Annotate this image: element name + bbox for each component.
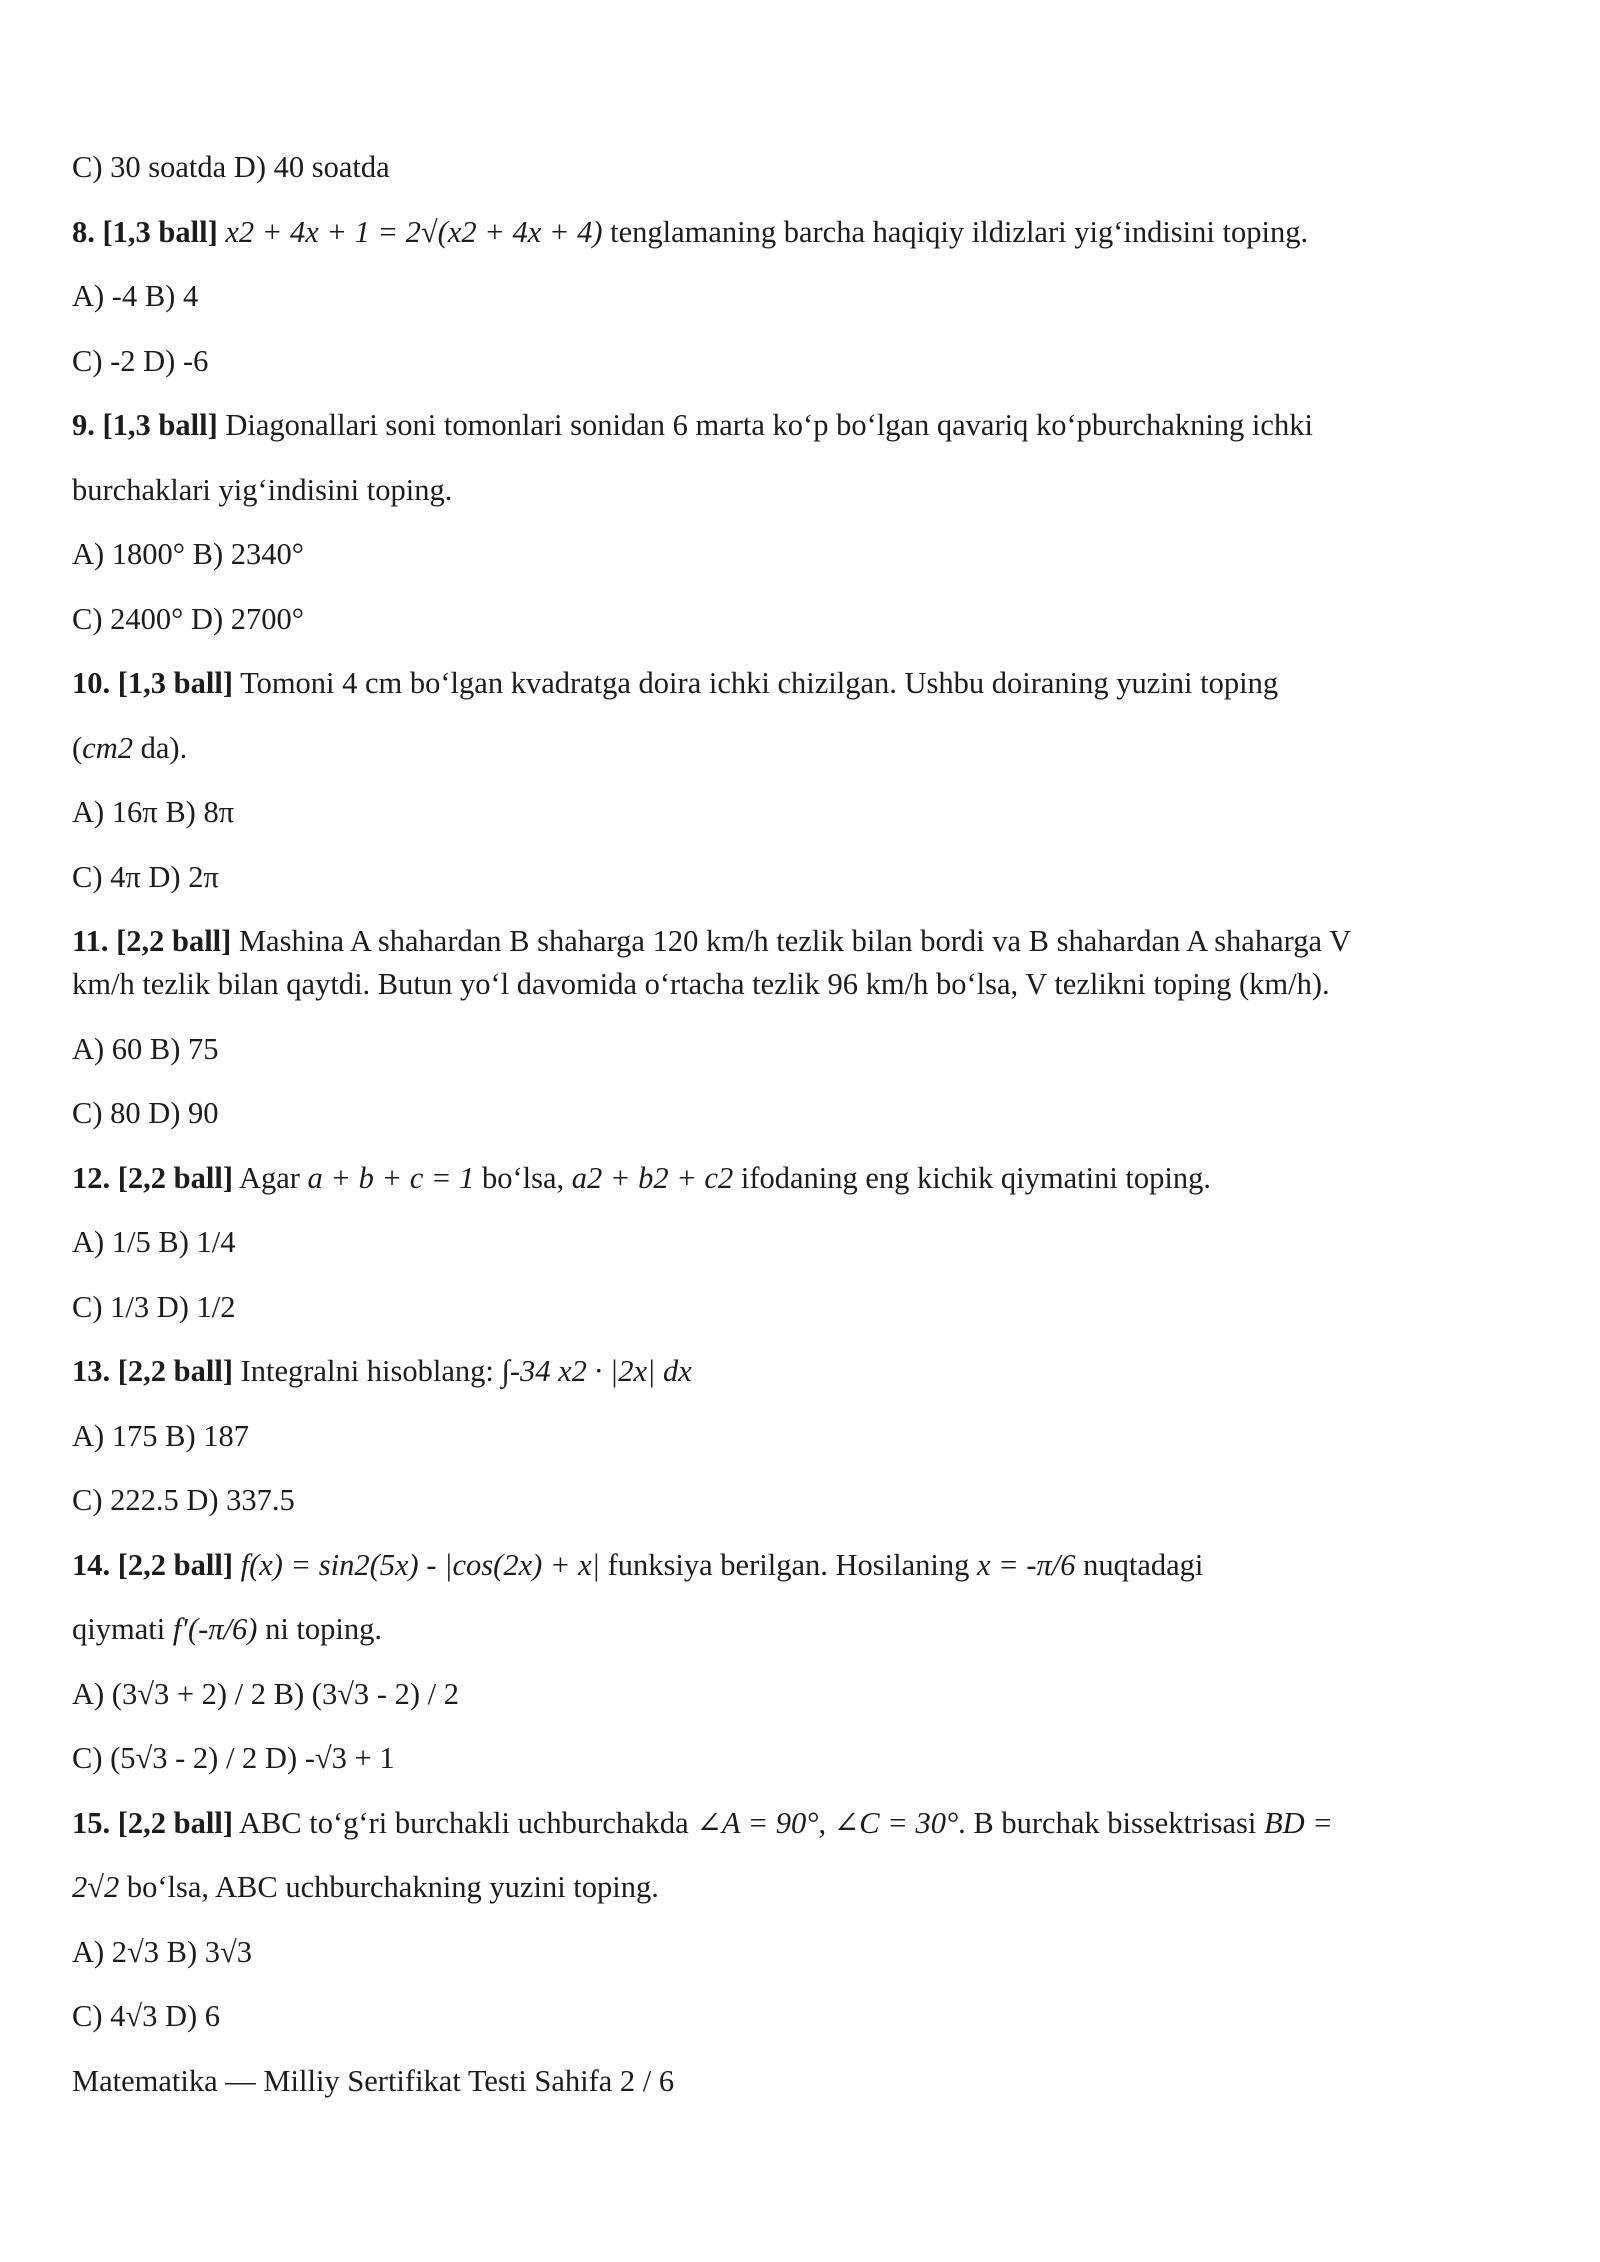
question-10-options-cd: C) 4π D) 2π (72, 859, 219, 894)
question-points: [2,2 ball] (117, 1547, 233, 1582)
question-points: [2,2 ball] (117, 1160, 233, 1195)
paren-open: ( (72, 730, 83, 765)
question-text: nuqtadagi (1083, 1547, 1204, 1582)
question-number: 9. (72, 408, 95, 442)
question-text: bo‘lsa, (481, 1160, 565, 1195)
question-text: ABC to‘g‘ri burchakli uchburchakda (238, 1805, 689, 1840)
segment-expression: BD = (1263, 1805, 1333, 1840)
question-8-options-ab: A) -4 B) 4 (72, 279, 199, 313)
question-9-stem (72, 404, 1472, 447)
question-15-stem-continued (72, 1866, 1472, 1909)
question-8-options-cd: C) -2 D) -6 (72, 343, 209, 378)
question-7-options-cd: C) 30 soatda D) 40 soatda (72, 150, 390, 184)
question-number: 10. (72, 666, 111, 700)
question-number: 11. (72, 924, 109, 958)
question-text: tenglamaning barcha haqiqiy ildizlari yig‘indisini toping. (610, 214, 1309, 249)
question-8-stem (72, 211, 1472, 254)
question-14-options-cd: C) (5√3 - 2) / 2 D) -√3 + 1 (72, 1741, 395, 1775)
angle-expression: ∠A = 90° (696, 1805, 819, 1840)
question-14-stem (72, 1544, 1472, 1587)
question-text: ifodaning eng kichik qiymatini toping. (740, 1160, 1211, 1195)
question-number: 15. (72, 1805, 111, 1840)
question-text: Tomoni 4 cm bo‘lgan kvadratga doira ichki chizilgan. Ushbu doiraning yuzini toping (240, 666, 1279, 700)
question-13-options-cd: C) 222.5 D) 337.5 (72, 1483, 295, 1517)
question-points: [2,2 ball] (117, 1354, 233, 1388)
question-12-stem (72, 1157, 1472, 1200)
question-15-stem (72, 1802, 1472, 1845)
question-9-stem-continued: burchaklari yig‘indisini toping. (72, 472, 453, 507)
page-content (72, 146, 1472, 2103)
question-text: qiymati (72, 1612, 166, 1646)
question-text: da). (133, 730, 188, 765)
function-expression: f(x) = sin2(5x) - |cos(2x) + x| (240, 1547, 601, 1582)
question-text: ni toping. (265, 1612, 382, 1646)
question-14-stem-continued (72, 1608, 1472, 1651)
question-text: funksiya berilgan. Hosilaning (607, 1547, 970, 1582)
question-13-stem (72, 1350, 1472, 1393)
question-points: [2,2 ball] (117, 1805, 233, 1840)
question-9-options-ab: A) 1800° B) 2340° (72, 537, 304, 571)
question-number: 13. (72, 1354, 111, 1388)
question-10-options-ab: A) 16π B) 8π (72, 795, 235, 829)
question-10-stem (72, 662, 1472, 705)
question-text: bo‘lsa, ABC uchburchakning yuzini toping. (126, 1870, 659, 1904)
question-text: Mashina A shahardan B shaharga 120 km/h tezlik bilan bordi va B shahardan A shaharga V (238, 924, 1352, 958)
question-number: 8. (72, 214, 95, 249)
equation: x2 + 4x + 1 = 2√(x2 + 4x + 4) (225, 214, 603, 249)
question-points: [2,2 ball] (116, 924, 232, 958)
segment-value: 2√2 (72, 1870, 120, 1904)
question-11-options-ab: A) 60 B) 75 (72, 1031, 219, 1066)
derivative-expression: f′(-π/6) (172, 1612, 258, 1646)
page-footer: Matematika — Milliy Sertifikat Testi Sahifa 2 / 6 (72, 2063, 675, 2098)
question-text: Diagonallari soni tomonlari sonidan 6 marta ko‘p bo‘lgan qavariq ko‘pburchakning ichki (225, 408, 1313, 442)
question-11-options-cd: C) 80 D) 90 (72, 1096, 219, 1130)
question-points: [1,3 ball] (102, 408, 218, 442)
question-11-stem (72, 920, 1472, 963)
question-15-options-cd: C) 4√3 D) 6 (72, 1999, 221, 2033)
question-text: Agar (238, 1160, 300, 1195)
question-9-options-cd: C) 2400° D) 2700° (72, 601, 304, 636)
question-number: 14. (72, 1547, 111, 1582)
point-expression: x = -π/6 (976, 1547, 1076, 1582)
integral-expression: -34 x2 · |2x| dx (509, 1354, 692, 1388)
question-10-stem-continued (72, 727, 1472, 770)
angle-expression: ∠C = 30° (833, 1805, 959, 1840)
question-13-options-ab: A) 175 B) 187 (72, 1418, 250, 1453)
question-text: Integralni hisoblang: ∫ (240, 1354, 510, 1388)
comma: , (818, 1805, 827, 1840)
question-text: . B burchak bissektrisasi (958, 1805, 1257, 1840)
expression: a2 + b2 + c2 (571, 1160, 734, 1195)
equation: a + b + c = 1 (307, 1160, 475, 1195)
question-points: [1,3 ball] (102, 214, 218, 249)
question-14-options-ab: A) (3√3 + 2) / 2 B) (3√3 - 2) / 2 (72, 1676, 459, 1711)
unit: cm2 (82, 730, 133, 765)
question-points: [1,3 ball] (117, 666, 233, 700)
question-15-options-ab: A) 2√3 B) 3√3 (72, 1934, 253, 1969)
question-11-stem-continued: km/h tezlik bilan qaytdi. Butun yo‘l davomida o‘rtacha tezlik 96 km/h bo‘lsa, V tezlikni toping (km/h). (72, 967, 1330, 1001)
question-12-options-cd: C) 1/3 D) 1/2 (72, 1289, 236, 1324)
question-number: 12. (72, 1160, 111, 1195)
question-12-options-ab: A) 1/5 B) 1/4 (72, 1225, 236, 1259)
